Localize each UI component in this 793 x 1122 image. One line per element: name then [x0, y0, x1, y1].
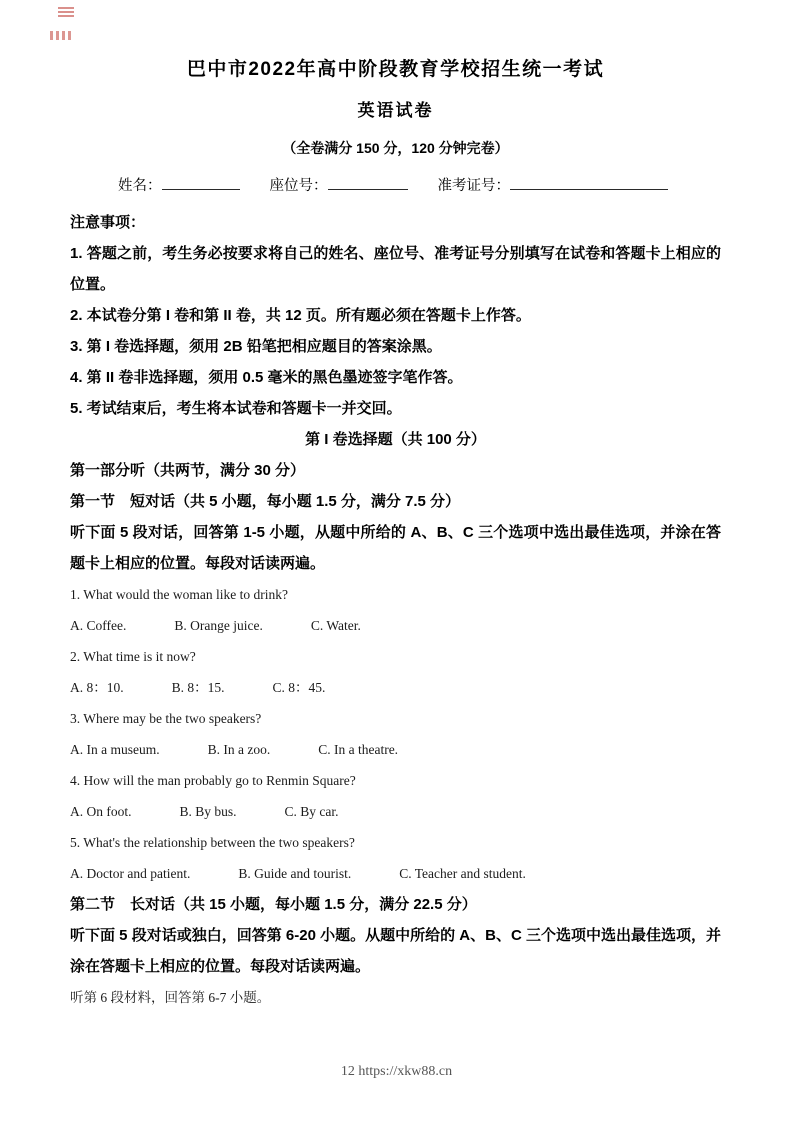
ticket-blank-field	[510, 176, 668, 190]
seat-blank-field	[328, 176, 408, 190]
part1-heading: 第一部分听（共两节，满分 30 分）	[70, 462, 306, 479]
question-options	[70, 672, 721, 703]
score-note: （全卷满分 150 分，120 分钟完卷）	[282, 140, 509, 156]
seat-label: 座位号：	[269, 178, 328, 194]
question-3	[70, 703, 721, 765]
option-a: A. On foot.	[70, 804, 132, 819]
notice-item-4: 4. 第 II 卷非选择题，须用 0.5 毫米的黑色墨迹签字笔作答。	[70, 369, 463, 386]
student-info-line	[70, 171, 721, 202]
option-c: C. In a theatre.	[318, 742, 399, 757]
option-a: A. In a museum.	[70, 742, 160, 757]
option-c: C. By car.	[284, 804, 339, 819]
red-stamp-icon	[50, 31, 74, 40]
question-text: 2. What time is it now?	[70, 649, 196, 664]
name-label: 姓名：	[118, 178, 162, 194]
section2-heading: 第二节 长对话（共 15 小题，每小题 1.5 分，满分 22.5 分）	[70, 896, 477, 913]
question-text: 3. Where may be the two speakers?	[70, 711, 262, 726]
notice-title: 注意事项：	[70, 214, 146, 231]
option-c: C. Water.	[310, 618, 361, 633]
option-b: B. By bus.	[179, 804, 237, 819]
material-note: 听第 6 段材料，回答第 6-7 小题。	[70, 990, 271, 1005]
option-b: B. Guide and tourist.	[238, 866, 352, 881]
name-blank-field	[162, 176, 240, 190]
question-5	[70, 827, 721, 889]
option-a: A. Doctor and patient.	[70, 866, 191, 881]
page-footer: 12 https://xkw88.cn	[340, 1064, 453, 1079]
option-a: A. Coffee.	[70, 618, 127, 633]
section1-instruction: 听下面 5 段对话，回答第 1-5 小题，从题中所给的 A、B、C 三个选项中选出最佳选项，并涂在答题卡上相应的位置。每段对话读两遍。	[70, 524, 721, 572]
option-a: A. 8：10.	[70, 680, 124, 695]
option-b: B. 8：15.	[171, 680, 225, 695]
page-title: 巴中市2022年高中阶段教育学校招生统一考试	[186, 59, 605, 80]
ticket-label: 准考证号：	[437, 178, 510, 194]
question-text: 4. How will the man probably go to Renmin Square?	[70, 773, 356, 788]
question-options	[70, 610, 721, 641]
question-4	[70, 765, 721, 827]
question-text: 5. What's the relationship between the two speakers?	[70, 835, 355, 850]
question-options	[70, 796, 721, 827]
notice-item-2: 2. 本试卷分第 I 卷和第 II 卷，共 12 页。所有题必须在答题卡上作答。	[70, 307, 531, 324]
question-options	[70, 734, 721, 765]
question-text: 1. What would the woman like to drink?	[70, 587, 288, 602]
notice-item-5: 5. 考试结束后，考生将本试卷和答题卡一并交回。	[70, 400, 402, 417]
section2-instruction: 听下面 5 段对话或独白，回答第 6-20 小题。从题中所给的 A、B、C 三个选项中选出最佳选项，并涂在答题卡上相应的位置。每段对话读两遍。	[70, 927, 721, 975]
option-b: B. In a zoo.	[207, 742, 271, 757]
red-stamp-icon	[58, 7, 74, 18]
notice-item-1: 1. 答题之前，考生务必按要求将自己的姓名、座位号、准考证号分别填写在试卷和答题卡上相应的位置。	[70, 245, 721, 293]
question-1	[70, 579, 721, 641]
page-subtitle: 英语试卷	[357, 101, 434, 120]
question-options	[70, 858, 721, 889]
notice-item-3: 3. 第 I 卷选择题，须用 2B 铅笔把相应题目的答案涂黑。	[70, 338, 442, 355]
question-2	[70, 641, 721, 703]
option-c: C. Teacher and student.	[399, 866, 526, 881]
option-c: C. 8：45.	[272, 680, 326, 695]
section1-heading: 第一节 短对话（共 5 小题，每小题 1.5 分，满分 7.5 分）	[70, 493, 461, 510]
volume1-heading: 第 I 卷选择题（共 100 分）	[305, 431, 486, 448]
option-b: B. Orange juice.	[174, 618, 263, 633]
